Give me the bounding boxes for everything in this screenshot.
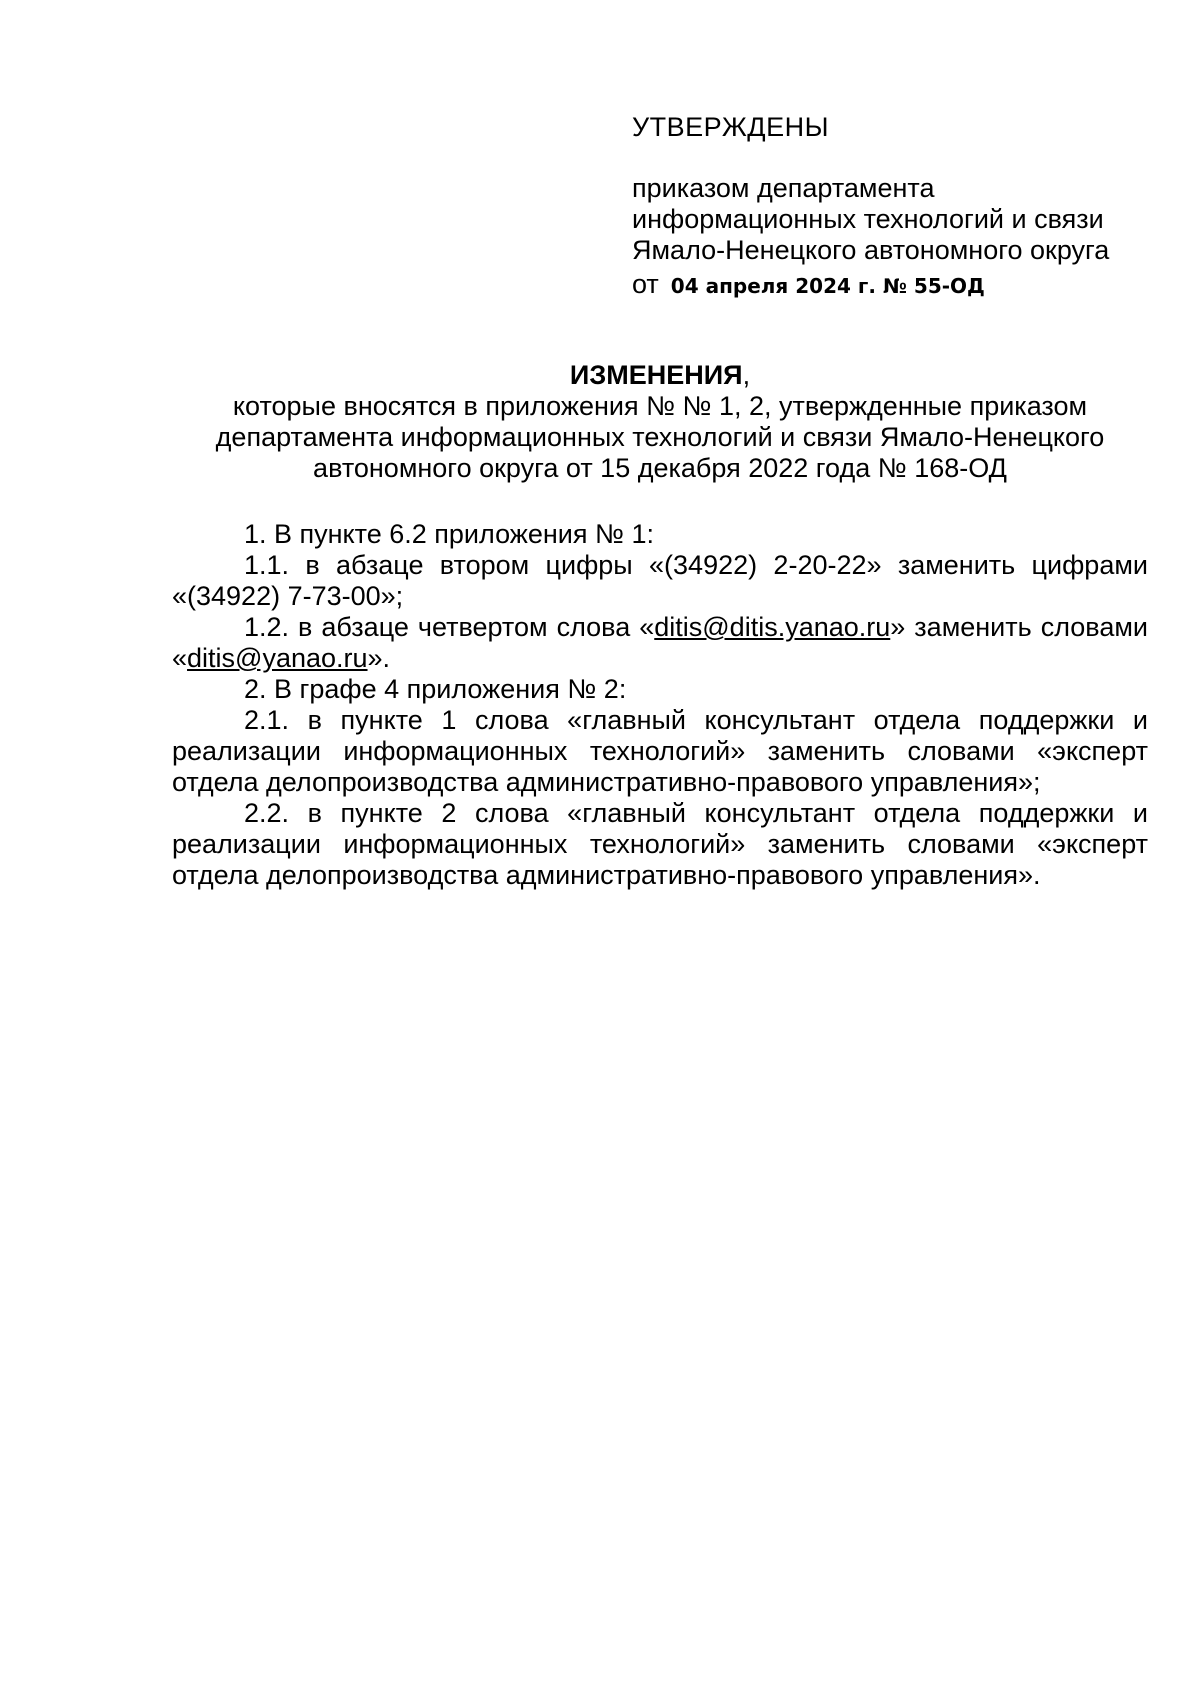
email-link-ditis-ditis[interactable]: ditis@ditis.yanao.ru xyxy=(654,612,891,642)
document-body xyxy=(172,519,1148,891)
approval-block xyxy=(632,112,1152,302)
approval-title: УТВЕРЖДЕНЫ xyxy=(632,112,829,142)
heading-title: ИЗМЕНЕНИЯ xyxy=(569,360,743,390)
paragraph-item-1: 1. В пункте 6.2 приложения № 1: xyxy=(244,519,654,549)
document-heading xyxy=(170,360,1150,484)
paragraph-item-1-1: 1.1. в абзаце втором цифры «(34922) 2-20-22» заменить цифрами «(34922) 7-73-00»; xyxy=(172,550,1148,611)
order-date-prefix: от xyxy=(632,269,659,299)
heading-title-suffix: , xyxy=(742,360,751,390)
heading-title-line xyxy=(170,360,1150,391)
paragraph-item-2: 2. В графе 4 приложения № 2: xyxy=(244,674,627,704)
heading-line-1: которые вносятся в приложения № № 1, 2, утвержденные приказом xyxy=(232,391,1088,421)
order-date-value: 04 апреля 2024 г. № 55-ОД xyxy=(670,274,985,298)
heading-line-2: департамента информационных технологий и связи Ямало-Ненецкого xyxy=(215,422,1105,452)
approval-line-2: информационных технологий и связи xyxy=(632,204,1104,234)
paragraph-item-1-2 xyxy=(172,612,1148,674)
approval-line-3: Ямало-Ненецкого автономного округа xyxy=(632,235,1110,265)
item-1-2-text-after: ». xyxy=(367,643,391,673)
item-1-2-text-middle: » заменить словами « xyxy=(172,612,1148,673)
item-1-2-text-before: 1.2. в абзаце четвертом слова « xyxy=(244,612,655,642)
paragraph-item-2-1: 2.1. в пункте 1 слова «главный консультант отдела поддержки и реализации информационных технологий» заменить словами «эксперт отдела делопроизводства административно-правового управления»; xyxy=(172,705,1148,797)
paragraph-item-2-2: 2.2. в пункте 2 слова «главный консультант отдела поддержки и реализации информационных технологий» заменить словами «эксперт отдела делопроизводства административно-правового управления». xyxy=(172,798,1148,890)
approval-line-1: приказом департамента xyxy=(632,173,935,203)
heading-line-3: автономного округа от 15 декабря 2022 года № 168-ОД xyxy=(313,453,1007,483)
email-link-ditis-yanao[interactable]: ditis@yanao.ru xyxy=(187,643,368,673)
order-date-line xyxy=(632,269,1152,302)
